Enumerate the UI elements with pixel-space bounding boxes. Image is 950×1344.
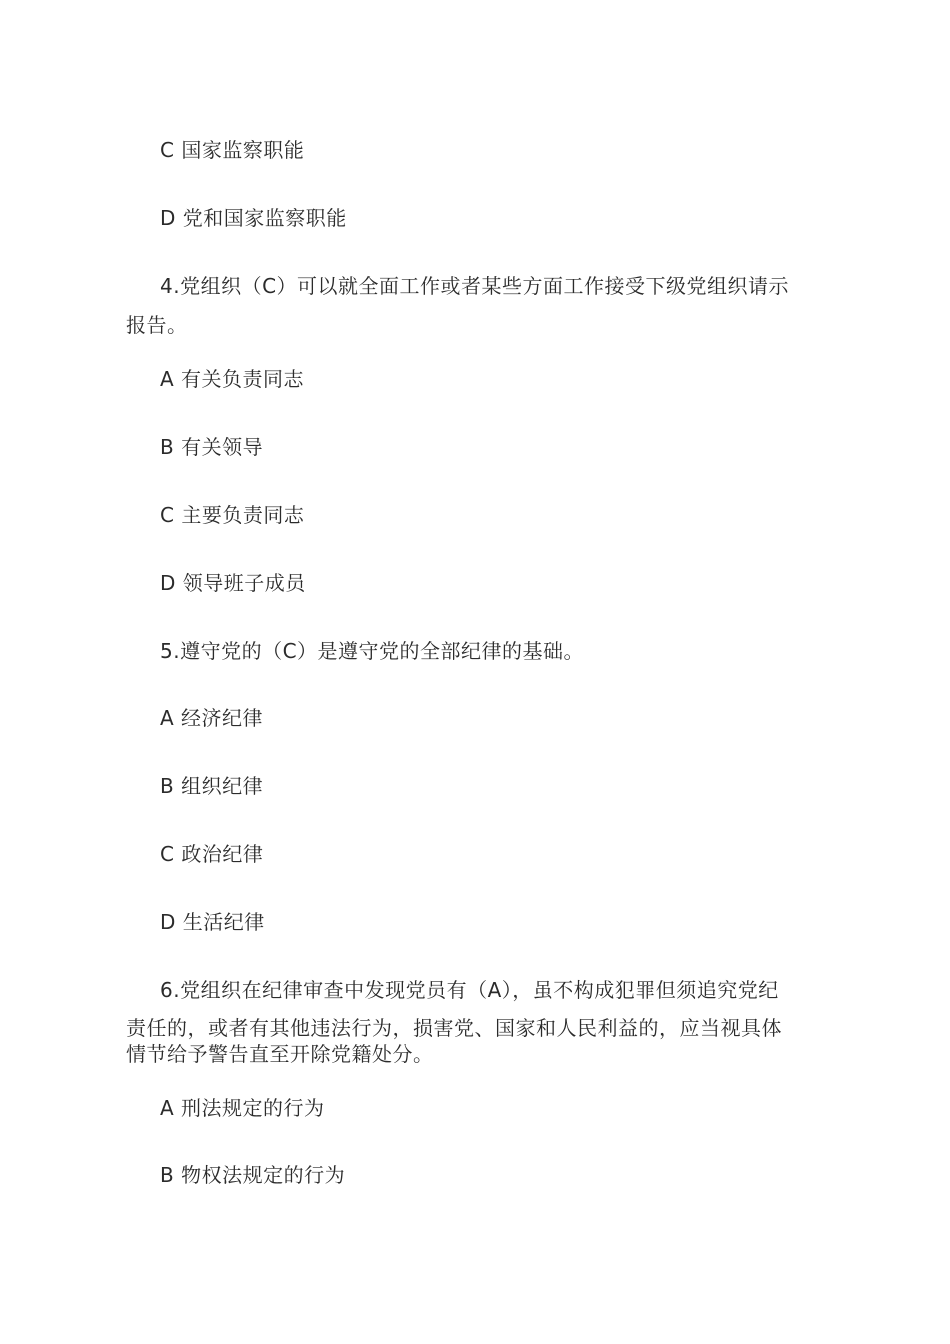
option-4b: B 有关领导 (160, 435, 264, 459)
option-4a: A 有关负责同志 (160, 367, 305, 391)
question-6-line-3: 情节给予警告直至开除党籍处分。 (126, 1042, 434, 1066)
option-3c: C 国家监察职能 (160, 138, 305, 162)
question-4-line-2: 报告。 (126, 313, 188, 337)
question-6-line-1: 6.党组织在纪律审查中发现党员有（A），虽不构成犯罪但须追究党纪 (160, 978, 779, 1002)
option-5d: D 生活纪律 (160, 910, 265, 934)
option-5c: C 政治纪律 (160, 842, 264, 866)
option-6b: B 物权法规定的行为 (160, 1163, 346, 1187)
option-6a: A 刑法规定的行为 (160, 1096, 325, 1120)
option-3d: D 党和国家监察职能 (160, 206, 347, 230)
option-4c: C 主要负责同志 (160, 503, 305, 527)
option-5a: A 经济纪律 (160, 706, 264, 730)
option-5b: B 组织纪律 (160, 774, 264, 798)
question-6-line-2: 责任的，或者有其他违法行为，损害党、国家和人民利益的，应当视具体 (126, 1016, 782, 1040)
question-4-line-1: 4.党组织（C）可以就全面工作或者某些方面工作接受下级党组织请示 (160, 274, 790, 298)
question-5-line-1: 5.遵守党的（C）是遵守党的全部纪律的基础。 (160, 639, 585, 663)
option-4d: D 领导班子成员 (160, 571, 306, 595)
